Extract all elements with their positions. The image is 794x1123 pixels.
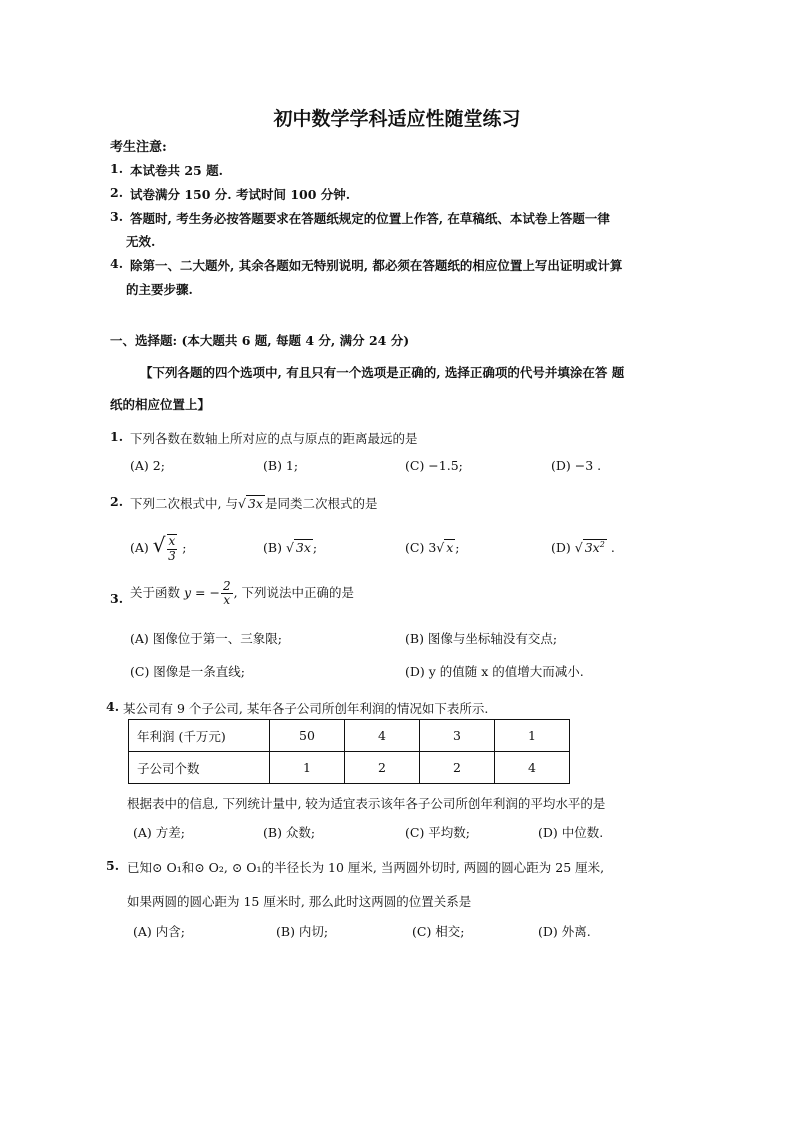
q5-option-c: (C) 相交; — [412, 924, 465, 939]
q3-option-c: (C) 图像是一条直线; — [130, 664, 246, 679]
table-row — [129, 752, 570, 784]
q4-number: 4. — [106, 699, 120, 714]
notice-item-2-number: 2. — [110, 185, 124, 200]
q1-option-c: (C) −1.5; — [405, 458, 463, 473]
q3-option-a: (A) 图像位于第一、三象限; — [130, 631, 282, 646]
option-label: (D) — [551, 540, 571, 556]
fraction — [221, 580, 233, 607]
q5-number: 5. — [106, 858, 120, 873]
q4-follow: 根据表中的信息, 下列统计量中, 较为适宜表示该年各子公司所创年利润的平均水平的是 — [127, 796, 606, 811]
radicand — [583, 539, 607, 555]
radicand: x — [446, 540, 454, 555]
q2-stem-radicand: 3x — [247, 496, 263, 511]
table-cell: 3 — [420, 720, 495, 752]
option-tail: ; — [312, 540, 318, 555]
notice-heading: 考生注意: — [110, 140, 167, 155]
option-label: (C) — [405, 540, 425, 555]
option-tail: . — [610, 540, 615, 556]
option-tail: ; — [455, 540, 460, 555]
table-cell: 1 — [270, 752, 345, 784]
radicand: 3x — [295, 540, 311, 555]
radical-sign: √ — [574, 540, 583, 556]
table-cell: 2 — [420, 752, 495, 784]
notice-item-3-cont: 无效. — [126, 234, 156, 249]
notice-item-2: 试卷满分 150 分. 考试时间 100 分钟. — [130, 187, 351, 202]
q5-option-a: (A) 内含; — [133, 924, 185, 939]
q4-option-d: (D) 中位数. — [538, 825, 604, 840]
table-cell: 50 — [270, 720, 345, 752]
radicand-base: 3x — [584, 540, 600, 556]
radical-sign: √ — [436, 540, 445, 555]
q5-line1: 已知⊙ O₁和⊙ O₂, ⊙ O₁的半径长为 10 厘米, 当两圆外切时, 两圆的圆心距为 25 厘米, — [127, 860, 605, 875]
q3-stem — [130, 580, 354, 607]
table-cell: 1 — [495, 720, 570, 752]
table-row — [129, 720, 570, 752]
q4-stem: 某公司有 9 个子公司, 某年各子公司所创年利润的情况如下表所示. — [123, 701, 489, 716]
q5-line2: 如果两圆的圆心距为 15 厘米时, 那么此时这两圆的位置关系是 — [127, 894, 472, 909]
q1-option-b: (B) 1; — [263, 458, 299, 473]
fraction — [167, 534, 178, 562]
radical-sign: √ — [285, 540, 294, 555]
notice-item-3: 答题时, 考生务必按答题要求在答题纸规定的位置上作答, 在草稿纸、本试卷上答题一律 — [130, 211, 610, 226]
function-lhs: y = − — [184, 585, 220, 601]
option-label: (B) — [263, 540, 282, 555]
q3-stem-pre: 关于函数 — [130, 585, 181, 601]
q2-stem-post: 是同类二次根式的是 — [264, 496, 378, 511]
q1-number: 1. — [110, 429, 124, 444]
q4-option-a: (A) 方差; — [133, 825, 185, 840]
q5-option-d: (D) 外离. — [538, 924, 591, 939]
notice-item-4-cont: 的主要步骤. — [126, 282, 193, 297]
notice-item-4-number: 4. — [110, 256, 124, 271]
coefficient: 3 — [428, 540, 437, 555]
section-heading: 一、选择题: (本大题共 6 题, 每题 4 分, 满分 24 分) — [110, 333, 410, 348]
exponent: 2 — [599, 540, 605, 549]
q2-option-c — [405, 540, 460, 555]
q2-stem — [130, 494, 377, 512]
q2-option-d — [551, 540, 615, 555]
q1-option-d: (D) −3 . — [551, 458, 602, 473]
notice-item-1-number: 1. — [110, 161, 124, 176]
fraction-denominator: 3 — [168, 548, 176, 563]
q1-option-a: (A) 2; — [130, 458, 165, 473]
fraction-numerator: x — [168, 534, 176, 549]
radical-sign: √ — [152, 533, 166, 557]
table-cell: 4 — [495, 752, 570, 784]
section-instruction-line2: 纸的相应位置上】 — [110, 397, 211, 412]
option-label: (A) — [130, 540, 149, 555]
radical-sign: √ — [237, 496, 246, 511]
notice-item-3-number: 3. — [110, 209, 124, 224]
q1-stem: 下列各数在数轴上所对应的点与原点的距离最远的是 — [130, 431, 418, 446]
q2-number: 2. — [110, 494, 124, 509]
table-cell: 2 — [345, 752, 420, 784]
table-cell: 子公司个数 — [129, 752, 270, 784]
notice-item-4: 除第一、二大题外, 其余各题如无特别说明, 都必须在答题纸的相应位置上写出证明或计算 — [130, 258, 623, 273]
q3-number: 3. — [110, 591, 124, 606]
fraction-denominator: x — [223, 593, 231, 608]
table-cell: 年利润 (千万元) — [129, 720, 270, 752]
section-instruction-line1: 【下列各题的四个选项中, 有且只有一个选项是正确的, 选择正确项的代号并填涂在答 题 — [140, 365, 625, 380]
page-title: 初中数学学科适应性随堂练习 — [273, 108, 521, 130]
q2-option-b — [263, 540, 317, 555]
q3-option-d: (D) y 的值随 x 的值增大而减小. — [405, 664, 584, 679]
q2-option-a — [130, 533, 187, 563]
q4-option-b: (B) 众数; — [263, 825, 316, 840]
q3-option-b: (B) 图像与坐标轴没有交点; — [405, 631, 558, 646]
table-cell: 4 — [345, 720, 420, 752]
notice-item-1: 本试卷共 25 题. — [130, 163, 223, 178]
q5-option-b: (B) 内切; — [276, 924, 329, 939]
q3-stem-post: , 下列说法中正确的是 — [233, 585, 355, 601]
profit-table — [128, 719, 570, 784]
fraction-numerator: 2 — [222, 579, 231, 593]
option-tail: ; — [182, 540, 187, 555]
q2-stem-pre: 下列二次根式中, 与 — [130, 496, 238, 511]
q4-option-c: (C) 平均数; — [405, 825, 471, 840]
